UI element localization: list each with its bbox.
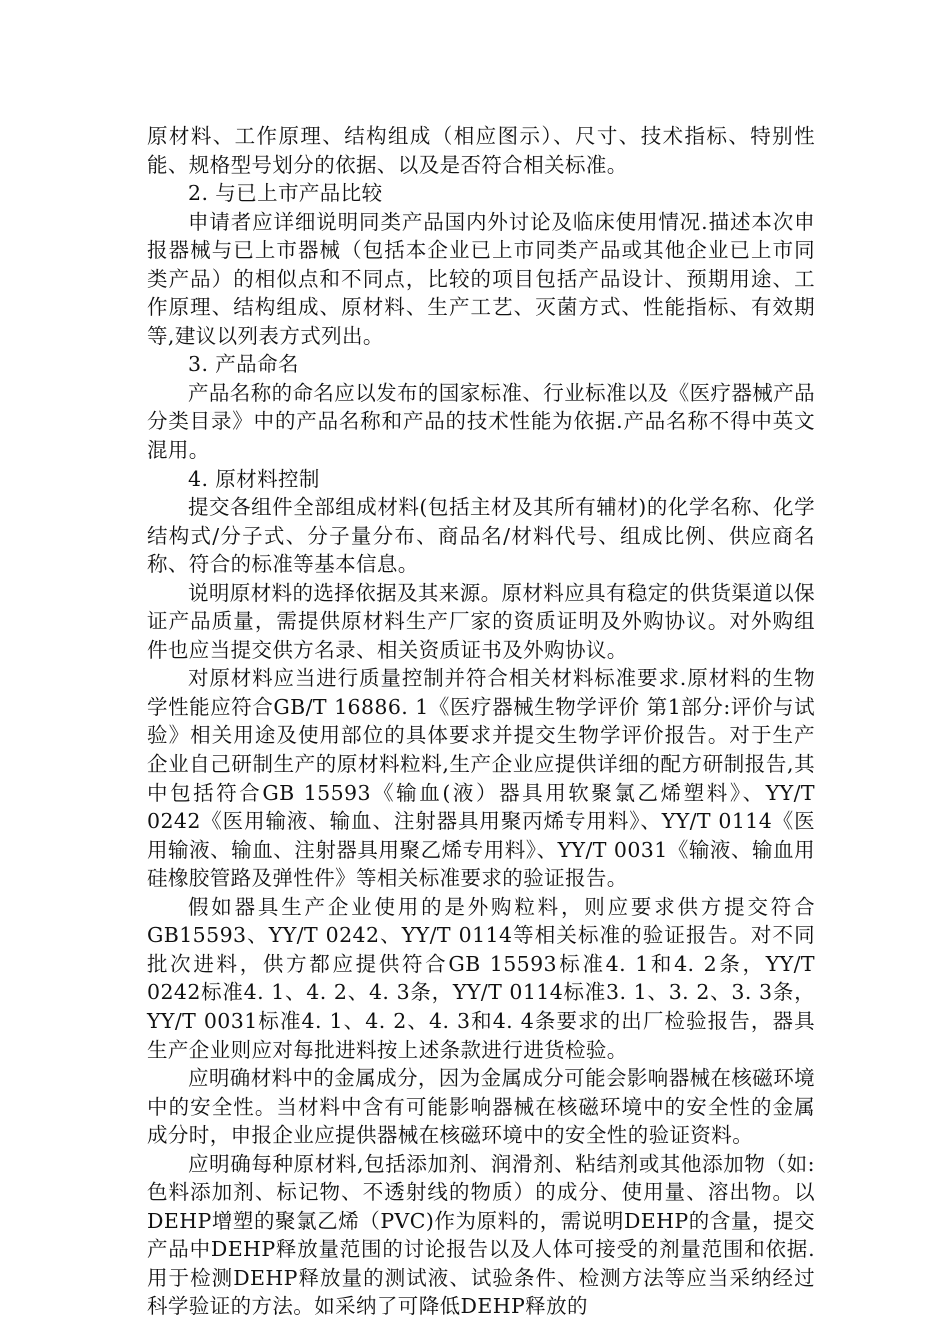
paragraph-metal-components: 应明确材料中的金属成分，因为金属成分可能会影响器械在核磁环境中的安全性。当材料中含有可能影响器械在核磁环境中的安全性的金属成分时，申报企业应提供器械在核磁环境中的安全性的验证资料。 bbox=[147, 1066, 815, 1148]
paragraph-naming: 产品名称的命名应以发布的国家标准、行业标准以及《医疗器械产品分类目录》中的产品名称和产品的技术性能为依据.产品名称不得中英文混用。 bbox=[147, 380, 815, 463]
section-heading-2: 2. 与已上市产品比较 bbox=[188, 181, 383, 206]
paragraph-purchased-pellets: 假如器具生产企业使用的是外购粒料，则应要求供方提交符合GB15593、YY/T 0242、YY/T 0114等相关标准的验证报告。对不同批次进料，供方都应提供符合GB 15593标准4. 1和4. 2条，YY/T 0242标准4. 1、4. 2、4. 3条，YY/T 0114标准3. 1、3. 2、3. 3条，YY/T 0031标准4. 1、4. 2、4. 3和4. 4条要求的出厂检验报告，器具生产企业则应对每批进料按上述条款进行进货检验。 bbox=[147, 894, 815, 1062]
paragraph-additives-dehp: 应明确每种原材料,包括添加剂、润滑剂、粘结剂或其他添加物（如: 色料添加剂、标记物、不透射线的物质）的成分、使用量、溶出物。以DEHP增塑的聚氯乙烯（PVC)作为原料的，需说明DEHP的含量，提交产品中DEHP释放量范围的讨论报告以及人体可接受的剂量范围和依据.用于检测DEHP释放量的测试液、试验条件、检测方法等应当采纳经过科学验证的方法。如采纳了可降低DEHP释放的 bbox=[147, 1151, 815, 1319]
section-heading-3: 3. 产品命名 bbox=[188, 352, 299, 377]
document-page bbox=[147, 122, 815, 1321]
paragraph-materials-info: 提交各组件全部组成材料(包括主材及其所有辅材)的化学名称、化学结构式/分子式、分子量分布、商品名/材料代号、组成比例、供应商名称、符合的标准等基本信息。 bbox=[147, 495, 815, 577]
section-heading-4: 4. 原材料控制 bbox=[188, 466, 320, 491]
paragraph-quality-control: 对原材料应当进行质量控制并符合相关材料标准要求.原材料的生物学性能应符合GB/T 16886. 1《医疗器械生物学评价 第1部分:评价与试验》相关用途及使用部位的具体要求并提交生物学评价报告。对于生产企业自己研制生产的原材料粒料,生产企业应提供详细的配方研制报告,其中包括符合GB 15593《输血(液）器具用软聚氯乙烯塑料》、YY/T 0242《医用输液、输血、注射器具用聚丙烯专用料》、YY/T 0114《医用输液、输血、注射器具用聚乙烯专用料》、YY/T 0031《输液、输血用硅橡胶管路及弹性件》等相关标准要求的验证报告。 bbox=[147, 666, 815, 891]
paragraph-materials-source: 说明原材料的选择依据及其来源。原材料应具有稳定的供货渠道以保证产品质量，需提供原材料生产厂家的资质证明及外购协议。对外购组件也应当提交供方名录、相关资质证书及外购协议。 bbox=[147, 580, 815, 662]
paragraph-continuation: 原材料、工作原理、结构组成（相应图示）、尺寸、技术指标、特别性能、规格型号划分的依据、以及是否符合相关标准。 bbox=[147, 124, 815, 177]
paragraph-comparison: 申请者应详细说明同类产品国内外讨论及临床使用情况.描述本次申报器械与已上市器械（包括本企业已上市同类产品或其他企业已上市同类产品）的相似点和不同点，比较的项目包括产品设计、预期用途、工作原理、结构组成、原材料、生产工艺、灭菌方式、性能指标、有效期等,建议以列表方式列出。 bbox=[147, 209, 815, 348]
